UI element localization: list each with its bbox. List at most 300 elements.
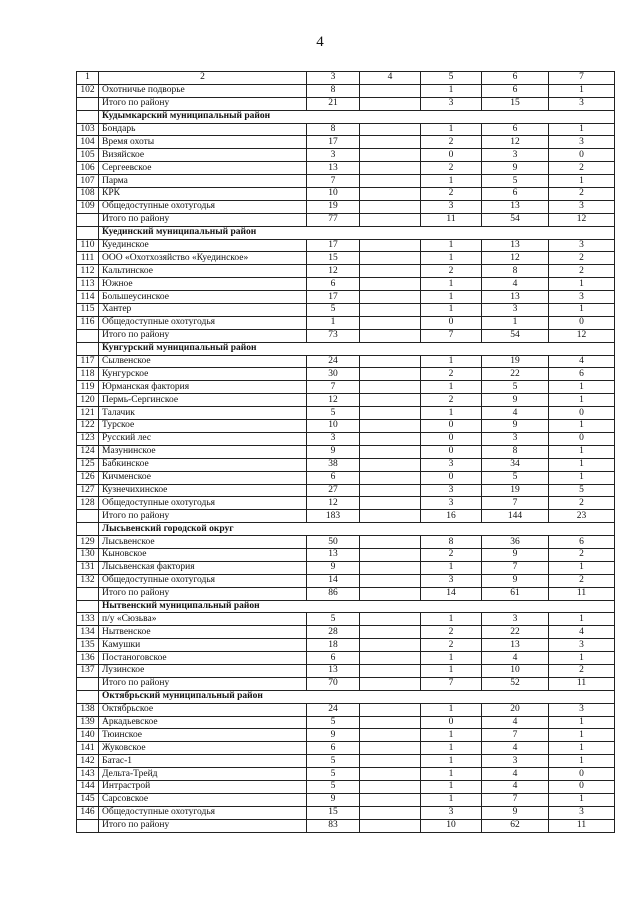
row-number-cell (77, 213, 99, 226)
total-row (77, 510, 615, 523)
section-title: Кунгурский муниципальный район (99, 342, 615, 355)
col7-cell: 1 (549, 471, 615, 484)
col5-cell: 1 (421, 278, 482, 291)
table-row (77, 316, 615, 329)
col5-cell: 1 (421, 304, 482, 317)
row-number-cell: 130 (77, 548, 99, 561)
col4-cell (360, 664, 421, 677)
col5-cell: 1 (421, 755, 482, 768)
col3-cell: 27 (307, 484, 360, 497)
table-row (77, 574, 615, 587)
col3-cell: 7 (307, 175, 360, 188)
row-number-cell (77, 587, 99, 600)
row-name-cell: Аркадьевское (99, 716, 307, 729)
col4-cell (360, 755, 421, 768)
col6-cell: 8 (482, 445, 549, 458)
table-row (77, 175, 615, 188)
col4-cell (360, 742, 421, 755)
row-name-cell: Бабкинское (99, 458, 307, 471)
table-header-row (77, 72, 615, 85)
col4-cell (360, 587, 421, 600)
table-row (77, 484, 615, 497)
row-number-cell: 129 (77, 536, 99, 549)
col7-cell: 3 (549, 97, 615, 110)
row-name-cell: Постаноговское (99, 652, 307, 665)
total-row (77, 819, 615, 832)
col5-cell: 11 (421, 213, 482, 226)
table-row (77, 432, 615, 445)
col4-cell (360, 252, 421, 265)
col3-cell: 30 (307, 368, 360, 381)
table-row (77, 716, 615, 729)
col4-cell (360, 793, 421, 806)
col3-cell: 70 (307, 677, 360, 690)
row-name-cell: ООО «Охотхозяйство «Куединское» (99, 252, 307, 265)
row-number-cell (77, 329, 99, 342)
col3-cell: 5 (307, 304, 360, 317)
row-name-cell: Сарсовское (99, 793, 307, 806)
col7-cell: 1 (549, 716, 615, 729)
table-row (77, 652, 615, 665)
row-number-cell: 128 (77, 497, 99, 510)
row-number-cell: 108 (77, 188, 99, 201)
table-row (77, 548, 615, 561)
col5-cell: 1 (421, 355, 482, 368)
row-name-cell: Итого по району (99, 677, 307, 690)
col7-cell: 1 (549, 304, 615, 317)
col4-cell (360, 471, 421, 484)
col3-cell: 7 (307, 381, 360, 394)
section-number-cell (77, 110, 99, 123)
table-row (77, 445, 615, 458)
row-name-cell: Лысьвенское (99, 536, 307, 549)
row-name-cell: Талачик (99, 407, 307, 420)
row-number-cell: 102 (77, 84, 99, 97)
col6-cell: 13 (482, 239, 549, 252)
col5-cell: 3 (421, 97, 482, 110)
col7-cell: 0 (549, 316, 615, 329)
row-number-cell: 131 (77, 561, 99, 574)
row-name-cell: Юрманская фактория (99, 381, 307, 394)
col3-cell: 5 (307, 755, 360, 768)
col4-cell (360, 213, 421, 226)
col5-cell: 1 (421, 239, 482, 252)
row-number-cell: 137 (77, 664, 99, 677)
col4-cell (360, 381, 421, 394)
col5-cell: 1 (421, 768, 482, 781)
section-row (77, 523, 615, 536)
col3-cell: 183 (307, 510, 360, 523)
col6-cell: 13 (482, 200, 549, 213)
header-cell-2: 2 (99, 72, 307, 85)
row-name-cell: Нытвенское (99, 626, 307, 639)
row-number-cell: 117 (77, 355, 99, 368)
section-title: Куединский муниципальный район (99, 226, 615, 239)
col6-cell: 9 (482, 806, 549, 819)
row-name-cell: КРК (99, 188, 307, 201)
col6-cell: 7 (482, 793, 549, 806)
col5-cell: 8 (421, 536, 482, 549)
col6-cell: 3 (482, 432, 549, 445)
col7-cell: 1 (549, 755, 615, 768)
col6-cell: 6 (482, 84, 549, 97)
row-number-cell: 141 (77, 742, 99, 755)
col6-cell: 1 (482, 316, 549, 329)
col7-cell: 4 (549, 355, 615, 368)
col7-cell: 5 (549, 484, 615, 497)
col4-cell (360, 677, 421, 690)
col7-cell: 6 (549, 536, 615, 549)
row-name-cell: Батас-1 (99, 755, 307, 768)
col3-cell: 5 (307, 613, 360, 626)
col5-cell: 3 (421, 200, 482, 213)
table-row (77, 755, 615, 768)
row-name-cell: п/у «Сюзьва» (99, 613, 307, 626)
row-name-cell: Сылвенское (99, 355, 307, 368)
table-row (77, 561, 615, 574)
table-row (77, 613, 615, 626)
section-row (77, 342, 615, 355)
col6-cell: 4 (482, 716, 549, 729)
col4-cell (360, 510, 421, 523)
row-number-cell: 116 (77, 316, 99, 329)
col6-cell: 7 (482, 561, 549, 574)
col5-cell: 1 (421, 252, 482, 265)
col6-cell: 7 (482, 497, 549, 510)
row-name-cell: Камушки (99, 639, 307, 652)
col5-cell: 1 (421, 561, 482, 574)
col7-cell: 2 (549, 188, 615, 201)
col5-cell: 0 (421, 445, 482, 458)
col5-cell: 7 (421, 677, 482, 690)
col7-cell: 1 (549, 652, 615, 665)
row-name-cell: Сергеевское (99, 162, 307, 175)
row-number-cell: 103 (77, 123, 99, 136)
row-number-cell: 109 (77, 200, 99, 213)
col4-cell (360, 265, 421, 278)
col5-cell: 0 (421, 420, 482, 433)
col7-cell: 11 (549, 587, 615, 600)
col6-cell: 5 (482, 471, 549, 484)
total-row (77, 213, 615, 226)
col4-cell (360, 703, 421, 716)
header-cell-5: 5 (421, 72, 482, 85)
row-name-cell: Итого по району (99, 213, 307, 226)
col7-cell: 6 (549, 368, 615, 381)
row-number-cell: 146 (77, 806, 99, 819)
col7-cell: 2 (549, 664, 615, 677)
row-name-cell: Большеусинское (99, 291, 307, 304)
row-name-cell: Общедоступные охотугодья (99, 806, 307, 819)
header-cell-6: 6 (482, 72, 549, 85)
col5-cell: 16 (421, 510, 482, 523)
col6-cell: 13 (482, 639, 549, 652)
col5-cell: 14 (421, 587, 482, 600)
table-row (77, 381, 615, 394)
table-row (77, 626, 615, 639)
col7-cell: 11 (549, 677, 615, 690)
col6-cell: 4 (482, 742, 549, 755)
row-name-cell: Турское (99, 420, 307, 433)
col6-cell: 19 (482, 484, 549, 497)
table-row (77, 768, 615, 781)
col3-cell: 13 (307, 162, 360, 175)
col7-cell: 2 (549, 265, 615, 278)
row-number-cell (77, 510, 99, 523)
col3-cell: 19 (307, 200, 360, 213)
col3-cell: 24 (307, 355, 360, 368)
col4-cell (360, 561, 421, 574)
row-number-cell: 134 (77, 626, 99, 639)
col6-cell: 8 (482, 265, 549, 278)
table-row (77, 252, 615, 265)
col5-cell: 2 (421, 265, 482, 278)
col7-cell: 1 (549, 445, 615, 458)
row-number-cell: 143 (77, 768, 99, 781)
row-name-cell: Тюинское (99, 729, 307, 742)
col7-cell: 0 (549, 780, 615, 793)
col6-cell: 36 (482, 536, 549, 549)
row-name-cell: Общедоступные охотугодья (99, 497, 307, 510)
header-cell-3: 3 (307, 72, 360, 85)
col3-cell: 21 (307, 97, 360, 110)
row-name-cell: Бондарь (99, 123, 307, 136)
col7-cell: 1 (549, 729, 615, 742)
row-name-cell: Итого по району (99, 587, 307, 600)
row-number-cell: 106 (77, 162, 99, 175)
col7-cell: 2 (549, 548, 615, 561)
col7-cell: 1 (549, 84, 615, 97)
col7-cell: 3 (549, 200, 615, 213)
section-row (77, 110, 615, 123)
col5-cell: 1 (421, 742, 482, 755)
col4-cell (360, 316, 421, 329)
col7-cell: 1 (549, 561, 615, 574)
col6-cell: 3 (482, 755, 549, 768)
col3-cell: 17 (307, 291, 360, 304)
col5-cell: 2 (421, 548, 482, 561)
col3-cell: 9 (307, 561, 360, 574)
row-name-cell: Парма (99, 175, 307, 188)
col7-cell: 11 (549, 819, 615, 832)
table-row (77, 806, 615, 819)
col4-cell (360, 291, 421, 304)
table-row (77, 394, 615, 407)
section-number-cell (77, 226, 99, 239)
row-name-cell: Кузнечихинское (99, 484, 307, 497)
col4-cell (360, 123, 421, 136)
col4-cell (360, 355, 421, 368)
col7-cell: 1 (549, 458, 615, 471)
col5-cell: 2 (421, 394, 482, 407)
col5-cell: 0 (421, 432, 482, 445)
col3-cell: 28 (307, 626, 360, 639)
col7-cell: 3 (549, 239, 615, 252)
row-number-cell: 132 (77, 574, 99, 587)
col7-cell: 2 (549, 574, 615, 587)
col5-cell: 1 (421, 613, 482, 626)
table-row (77, 729, 615, 742)
col6-cell: 34 (482, 458, 549, 471)
col7-cell: 0 (549, 149, 615, 162)
table-row (77, 355, 615, 368)
col4-cell (360, 445, 421, 458)
col6-cell: 3 (482, 149, 549, 162)
row-name-cell: Итого по району (99, 510, 307, 523)
col4-cell (360, 548, 421, 561)
table-row (77, 664, 615, 677)
col7-cell: 3 (549, 136, 615, 149)
col6-cell: 52 (482, 677, 549, 690)
col4-cell (360, 329, 421, 342)
col5-cell: 2 (421, 626, 482, 639)
row-number-cell: 144 (77, 780, 99, 793)
col4-cell (360, 136, 421, 149)
col7-cell: 2 (549, 162, 615, 175)
table-row (77, 265, 615, 278)
col7-cell: 23 (549, 510, 615, 523)
row-number-cell: 110 (77, 239, 99, 252)
col6-cell: 5 (482, 175, 549, 188)
total-row (77, 587, 615, 600)
table-row (77, 407, 615, 420)
row-number-cell: 124 (77, 445, 99, 458)
col5-cell: 2 (421, 136, 482, 149)
col4-cell (360, 497, 421, 510)
col6-cell: 9 (482, 162, 549, 175)
row-name-cell: Кальтинское (99, 265, 307, 278)
col4-cell (360, 200, 421, 213)
col7-cell: 3 (549, 703, 615, 716)
section-number-cell (77, 342, 99, 355)
col6-cell: 20 (482, 703, 549, 716)
col4-cell (360, 819, 421, 832)
section-row (77, 690, 615, 703)
col3-cell: 5 (307, 780, 360, 793)
table-row (77, 420, 615, 433)
col6-cell: 3 (482, 304, 549, 317)
col5-cell: 1 (421, 84, 482, 97)
total-row (77, 329, 615, 342)
section-title: Октябрьский муниципальный район (99, 690, 615, 703)
col4-cell (360, 304, 421, 317)
col4-cell (360, 368, 421, 381)
col3-cell: 8 (307, 84, 360, 97)
table-row (77, 458, 615, 471)
col3-cell: 1 (307, 316, 360, 329)
table-row (77, 368, 615, 381)
col5-cell: 1 (421, 664, 482, 677)
col4-cell (360, 458, 421, 471)
header-cell-4: 4 (360, 72, 421, 85)
col5-cell: 1 (421, 793, 482, 806)
col3-cell: 6 (307, 652, 360, 665)
col4-cell (360, 536, 421, 549)
col7-cell: 1 (549, 420, 615, 433)
col4-cell (360, 175, 421, 188)
row-name-cell: Кыновское (99, 548, 307, 561)
row-number-cell: 113 (77, 278, 99, 291)
col6-cell: 4 (482, 278, 549, 291)
col3-cell: 3 (307, 149, 360, 162)
row-name-cell: Хантер (99, 304, 307, 317)
total-row (77, 97, 615, 110)
col5-cell: 0 (421, 149, 482, 162)
data-table (76, 71, 615, 833)
col7-cell: 2 (549, 252, 615, 265)
col6-cell: 54 (482, 213, 549, 226)
col6-cell: 4 (482, 652, 549, 665)
col7-cell: 3 (549, 806, 615, 819)
col5-cell: 3 (421, 574, 482, 587)
col5-cell: 3 (421, 484, 482, 497)
table-row (77, 149, 615, 162)
row-number-cell: 138 (77, 703, 99, 716)
col4-cell (360, 97, 421, 110)
row-number-cell: 139 (77, 716, 99, 729)
table-row (77, 471, 615, 484)
col3-cell: 10 (307, 188, 360, 201)
col7-cell: 3 (549, 639, 615, 652)
row-number-cell: 121 (77, 407, 99, 420)
col7-cell: 3 (549, 291, 615, 304)
row-number-cell: 123 (77, 432, 99, 445)
col7-cell: 1 (549, 175, 615, 188)
col5-cell: 3 (421, 458, 482, 471)
row-number-cell: 111 (77, 252, 99, 265)
col5-cell: 3 (421, 806, 482, 819)
row-name-cell: Лысьвенская фактория (99, 561, 307, 574)
col6-cell: 54 (482, 329, 549, 342)
row-number-cell: 104 (77, 136, 99, 149)
col3-cell: 9 (307, 729, 360, 742)
col4-cell (360, 278, 421, 291)
col3-cell: 18 (307, 639, 360, 652)
col3-cell: 15 (307, 252, 360, 265)
row-number-cell: 133 (77, 613, 99, 626)
col4-cell (360, 729, 421, 742)
col3-cell: 5 (307, 716, 360, 729)
row-name-cell: Общедоступные охотугодья (99, 316, 307, 329)
col4-cell (360, 768, 421, 781)
col5-cell: 1 (421, 729, 482, 742)
col5-cell: 1 (421, 175, 482, 188)
col4-cell (360, 188, 421, 201)
col6-cell: 4 (482, 407, 549, 420)
col3-cell: 3 (307, 432, 360, 445)
col5-cell: 1 (421, 652, 482, 665)
col5-cell: 2 (421, 368, 482, 381)
col3-cell: 38 (307, 458, 360, 471)
col3-cell: 9 (307, 445, 360, 458)
table-row (77, 497, 615, 510)
row-number-cell: 122 (77, 420, 99, 433)
col6-cell: 10 (482, 664, 549, 677)
col6-cell: 19 (482, 355, 549, 368)
col6-cell: 13 (482, 291, 549, 304)
row-number-cell: 112 (77, 265, 99, 278)
col4-cell (360, 716, 421, 729)
col7-cell: 12 (549, 329, 615, 342)
col6-cell: 12 (482, 252, 549, 265)
col4-cell (360, 239, 421, 252)
table-row (77, 291, 615, 304)
col6-cell: 4 (482, 768, 549, 781)
total-row (77, 677, 615, 690)
col5-cell: 0 (421, 471, 482, 484)
row-name-cell: Кичменское (99, 471, 307, 484)
col3-cell: 8 (307, 123, 360, 136)
